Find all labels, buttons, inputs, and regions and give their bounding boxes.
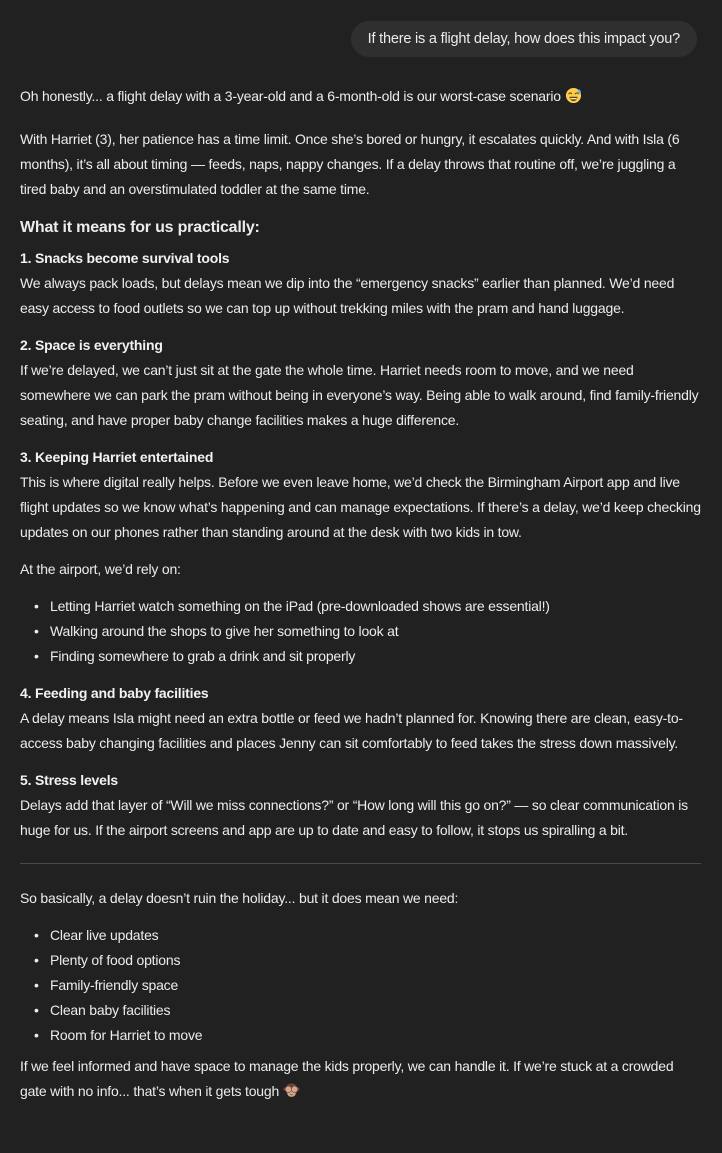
assistant-message xyxy=(0,84,722,1104)
list-item: • Clear live updates xyxy=(20,923,701,948)
section-body: If we’re delayed, we can’t just sit at the gate the whole time. Harriet needs room to move, and we need somewhere we can park the pram without being in everyone’s way. Being able to walk around, find family-friendly seating, and have proper baby change facilities makes a huge difference. xyxy=(20,362,699,428)
numbered-section-1 xyxy=(20,246,701,321)
list-item: • Clean baby facilities xyxy=(20,998,701,1023)
list-item: • Plenty of food options xyxy=(20,948,701,973)
list-item: • Family-friendly space xyxy=(20,973,701,998)
assistant-intro-paragraph xyxy=(20,84,701,109)
user-message-bubble: If there is a flight delay, how does this impact you? xyxy=(351,21,697,57)
list-item: • Letting Harriet watch something on the iPad (pre-downloaded shows are essential!) xyxy=(20,594,701,619)
divider xyxy=(20,863,701,864)
list-item: • Room for Harriet to move xyxy=(20,1023,701,1048)
section-heading: What it means for us practically: xyxy=(20,219,260,236)
summary-intro-paragraph: So basically, a delay doesn’t ruin the holiday... but it does mean we need: xyxy=(20,890,459,906)
assistant-outro-paragraph xyxy=(20,1054,701,1104)
section-body: A delay means Isla might need an extra bottle or feed we hadn’t planned for. Knowing there are clean, easy-to-access baby changing facilities and places Jenny can sit comfortably to feed takes the stress down massively. xyxy=(20,710,683,751)
section-body: We always pack loads, but delays mean we dip into the “emergency snacks” earlier than planned. We’d need easy access to food outlets so we can top up without trekking miles with the pram and hand luggage. xyxy=(20,275,675,316)
assistant-paragraph: With Harriet (3), her patience has a time limit. Once she’s bored or hungry, it escalates quickly. And with Isla (6 months), it’s all about timing — feeds, naps, nappy changes. If a delay throws that routine off, we’re juggling a tired baby and an overstimulated toddler at the same time. xyxy=(20,131,680,197)
outro-text: If we feel informed and have space to manage the kids properly, we can handle it. If we’re stuck at a crowded gate with no info... that’s when it gets tough xyxy=(20,1058,674,1099)
numbered-section-2 xyxy=(20,333,701,433)
intro-text: Oh honestly... a flight delay with a 3-year-old and a 6-month-old is our worst-case scenario xyxy=(20,88,561,104)
section-title: 1. Snacks become survival tools xyxy=(20,250,230,266)
summary-list xyxy=(20,923,701,1048)
section-body: This is where digital really helps. Before we even leave home, we’d check the Birmingham Airport app and live flight updates so we know what’s happening and can manage expectations. If there’s a delay, we’d keep checking updates on our phones rather than standing around at the desk with two kids in tow. xyxy=(20,474,701,540)
list-item: • Finding somewhere to grab a drink and sit properly xyxy=(20,644,701,669)
numbered-section-4 xyxy=(20,681,701,756)
sweat-smile-emoji xyxy=(565,87,582,104)
see-no-evil-monkey-emoji xyxy=(283,1082,300,1099)
list-item: • Walking around the shops to give her something to look at xyxy=(20,619,701,644)
section-title: 4. Feeding and baby facilities xyxy=(20,685,209,701)
section-title: 5. Stress levels xyxy=(20,772,118,788)
section-title: 2. Space is everything xyxy=(20,337,163,353)
airport-intro-paragraph: At the airport, we’d rely on: xyxy=(20,561,181,577)
section-title: 3. Keeping Harriet entertained xyxy=(20,449,214,465)
user-message-row xyxy=(0,0,722,57)
numbered-section-3 xyxy=(20,445,701,545)
numbered-section-5 xyxy=(20,768,701,843)
airport-list xyxy=(20,594,701,669)
section-body: Delays add that layer of “Will we miss connections?” or “How long will this go on?” — so clear communication is huge for us. If the airport screens and app are up to date and easy to follow, it stops us spiralling a bit. xyxy=(20,797,688,838)
